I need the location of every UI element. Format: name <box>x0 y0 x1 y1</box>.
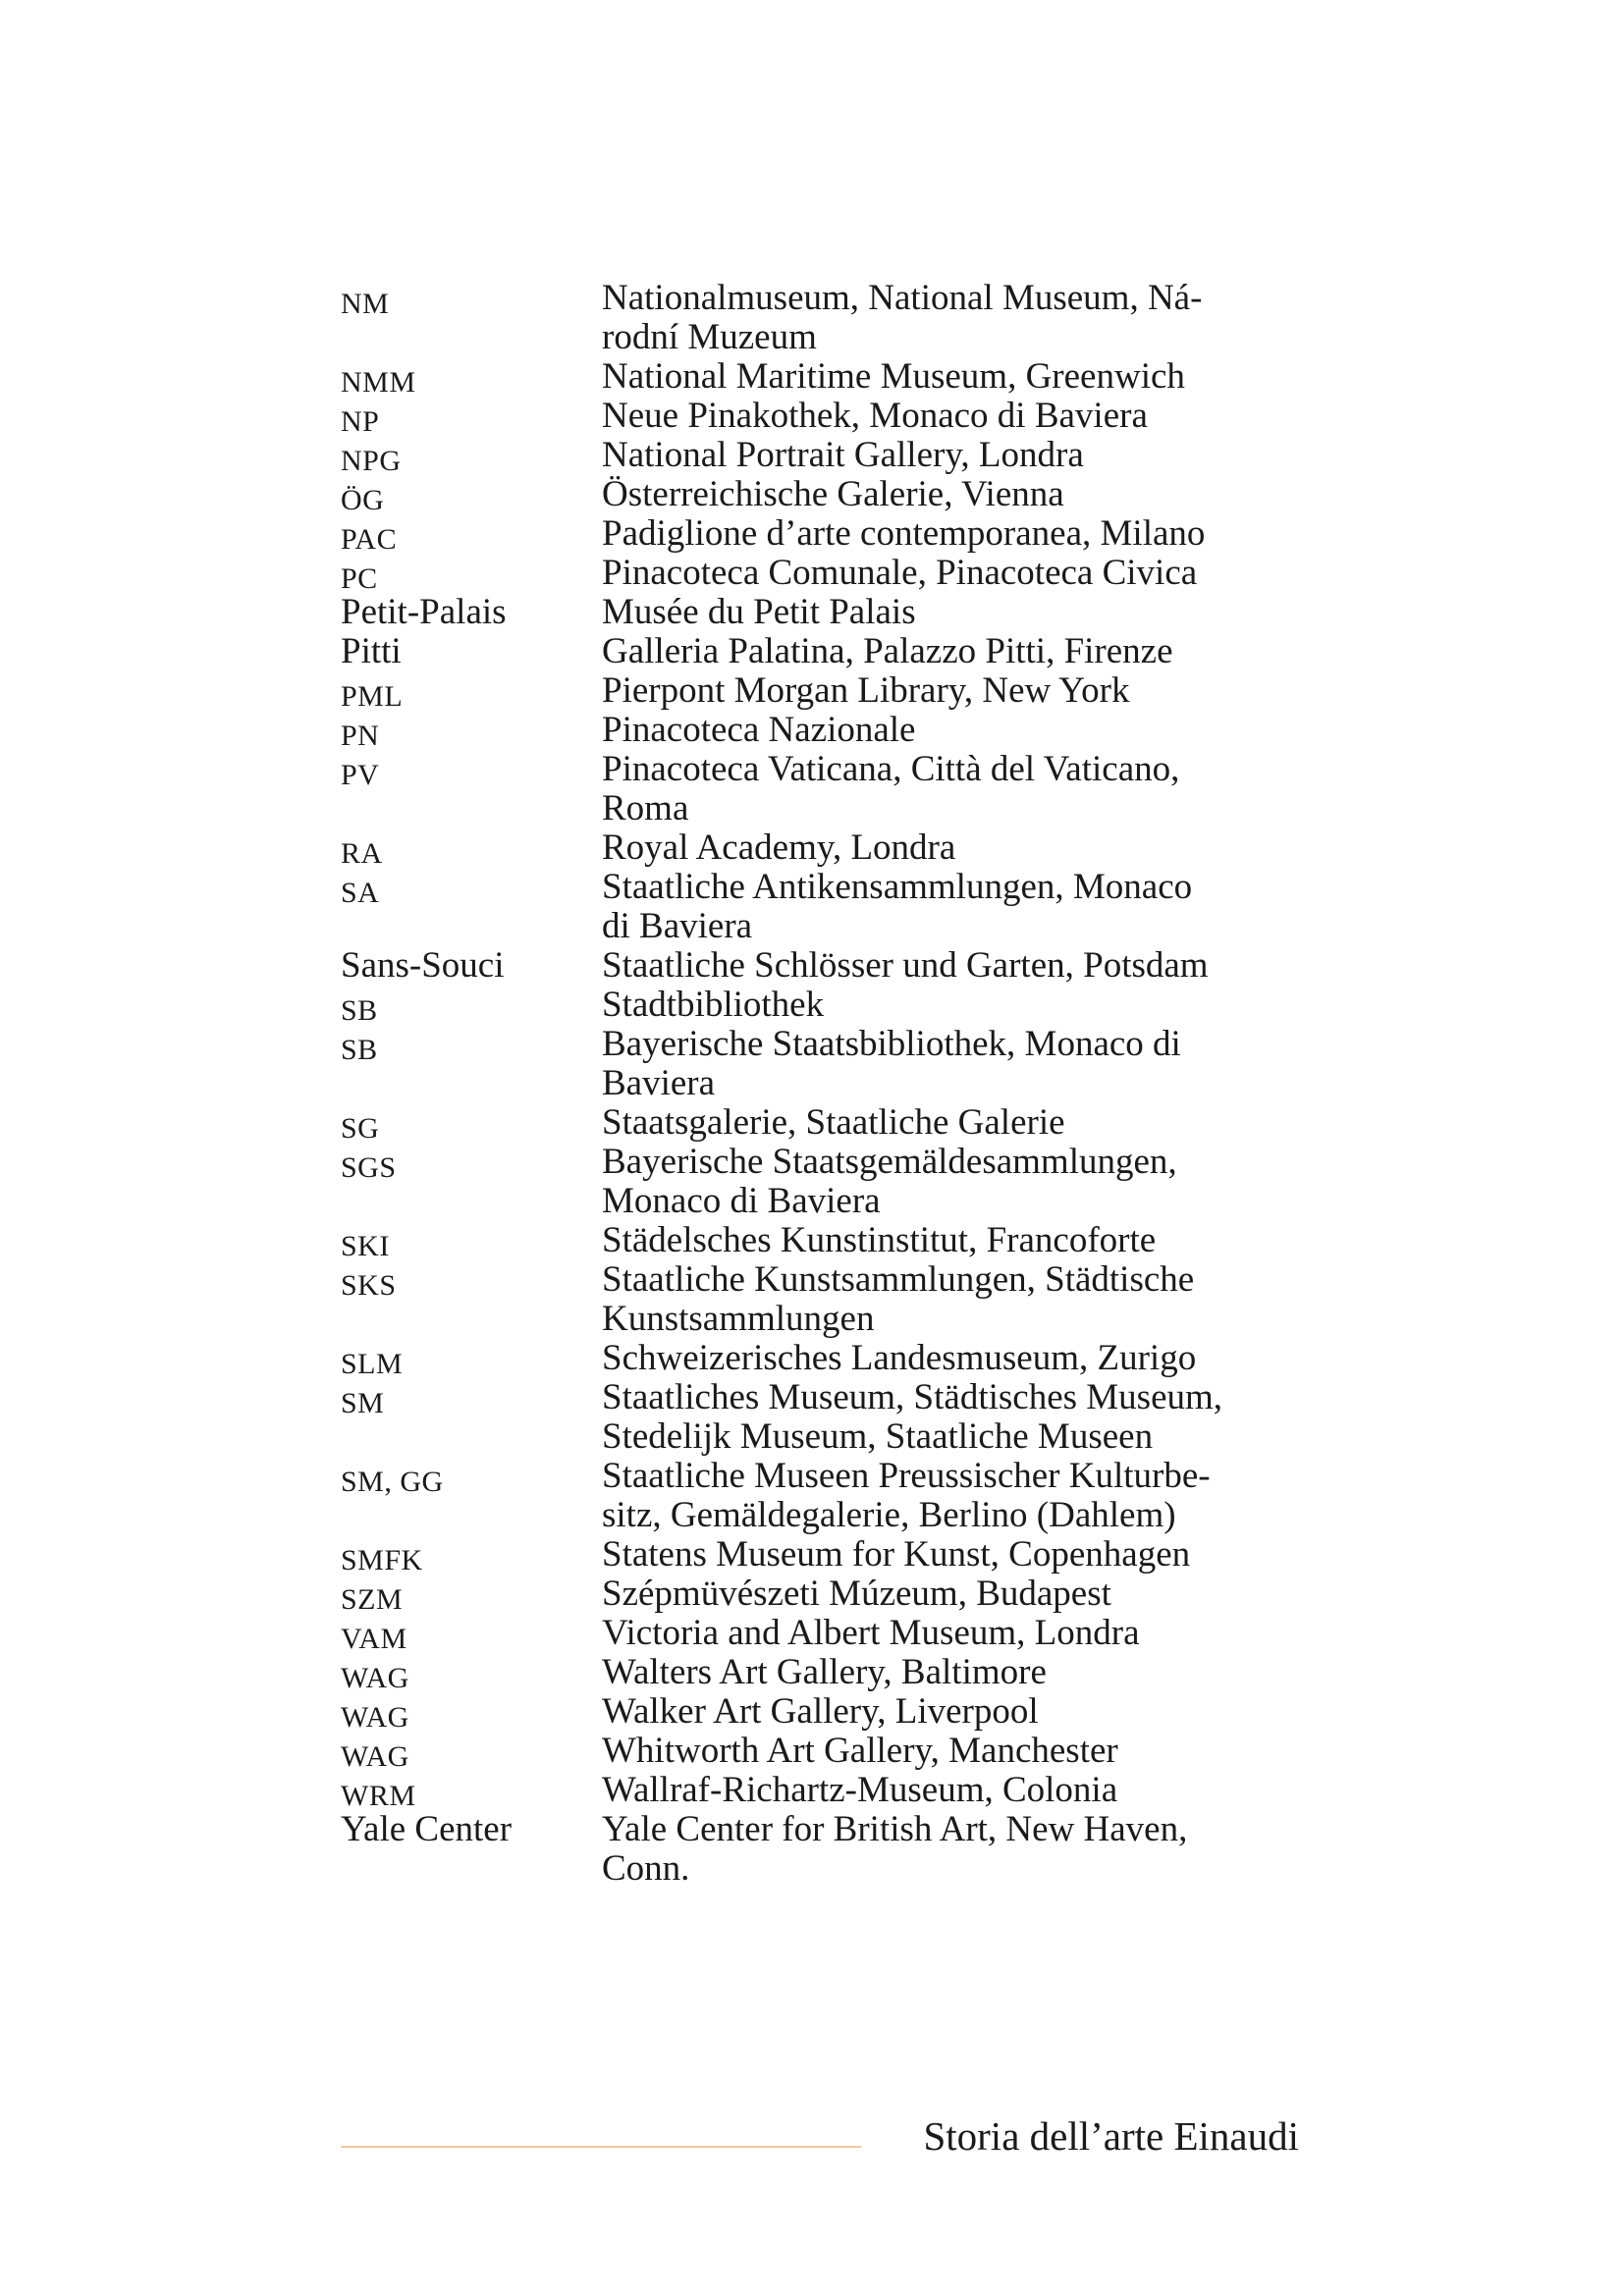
entry-description: National Portrait Gallery, Londra <box>602 435 1084 475</box>
abbreviation-entry <box>341 1614 1299 1653</box>
entry-abbreviation: NP <box>341 405 380 438</box>
entry-abbreviation: WRM <box>341 1780 416 1812</box>
entry-abbreviation: PV <box>341 759 380 791</box>
page-footer <box>341 2110 1299 2169</box>
abbreviation-entry <box>341 1378 1299 1457</box>
entry-abbreviation: SMFK <box>341 1544 423 1576</box>
abbreviation-entry <box>341 1535 1299 1575</box>
entry-description: Padiglione d’arte contemporanea, Milano <box>602 513 1206 554</box>
entry-abbreviation: SKS <box>341 1269 397 1302</box>
abbreviation-entry <box>341 868 1299 946</box>
abbreviation-entry <box>341 1653 1299 1692</box>
entry-description: Szépmüvészeti Múzeum, Budapest <box>602 1574 1111 1614</box>
entry-abbreviation: SM, GG <box>341 1466 444 1498</box>
entry-description: Neue Pinakothek, Monaco di Baviera <box>602 396 1148 436</box>
entry-abbreviation: SZM <box>341 1583 404 1616</box>
abbreviation-entry <box>341 514 1299 554</box>
entry-abbreviation: NM <box>341 288 390 320</box>
abbreviation-entry <box>341 397 1299 436</box>
entry-abbreviation: RA <box>341 837 383 870</box>
entry-description: Staatliche Schlösser und Garten, Potsdam <box>602 945 1209 986</box>
abbreviation-entry <box>341 1771 1299 1810</box>
entry-abbreviation: NMM <box>341 366 416 399</box>
entry-description: Bayerische Staatsgemäldesammlungen, Monaco di Baviera <box>602 1142 1177 1221</box>
abbreviation-entry <box>341 632 1299 671</box>
entry-abbreviation: Sans-Souci <box>341 945 505 986</box>
entry-abbreviation: SB <box>341 994 378 1027</box>
entry-description: Statens Museum for Kunst, Copenhagen <box>602 1534 1191 1575</box>
entry-description: Staatliche Antikensammlungen, Monaco di Baviera <box>602 867 1193 946</box>
abbreviation-entry <box>341 1260 1299 1339</box>
entry-description: Nationalmuseum, National Museum, Ná- rodní Muzeum <box>602 278 1203 357</box>
abbreviation-entry <box>341 357 1299 397</box>
abbreviation-entry <box>341 671 1299 711</box>
abbreviation-entry <box>341 1810 1299 1889</box>
entry-abbreviation: SGS <box>341 1151 397 1184</box>
entry-abbreviation: WAG <box>341 1662 409 1694</box>
entry-description: Musée du Petit Palais <box>602 592 916 632</box>
entry-abbreviation: Yale Center <box>341 1809 513 1849</box>
abbreviation-entry <box>341 986 1299 1025</box>
entry-abbreviation: ÖG <box>341 484 385 516</box>
abbreviation-entry <box>341 1575 1299 1614</box>
abbreviation-entry <box>341 1692 1299 1732</box>
entry-description: Schweizerisches Landesmuseum, Zurigo <box>602 1338 1197 1378</box>
entry-abbreviation: SA <box>341 877 380 909</box>
entry-abbreviation: VAM <box>341 1623 407 1655</box>
footer-rule <box>341 2146 861 2148</box>
entry-description: Bayerische Staatsbibliothek, Monaco di Baviera <box>602 1024 1181 1103</box>
entry-description: Whitworth Art Gallery, Manchester <box>602 1731 1118 1771</box>
entry-description: Walters Art Gallery, Baltimore <box>602 1652 1047 1692</box>
entry-description: National Maritime Museum, Greenwich <box>602 356 1185 397</box>
entry-description: Pinacoteca Vaticana, Città del Vaticano, Roma <box>602 749 1180 828</box>
abbreviation-entry <box>341 1339 1299 1378</box>
entry-description: Staatsgalerie, Staatliche Galerie <box>602 1102 1065 1143</box>
entry-abbreviation: Pitti <box>341 631 402 671</box>
abbreviation-list <box>341 279 1299 1889</box>
entry-abbreviation: WAG <box>341 1701 409 1734</box>
abbreviation-entry <box>341 1143 1299 1221</box>
abbreviation-entry <box>341 593 1299 632</box>
abbreviation-entry <box>341 475 1299 514</box>
abbreviation-entry <box>341 279 1299 357</box>
abbreviation-entry <box>341 1732 1299 1771</box>
entry-abbreviation: WAG <box>341 1740 409 1773</box>
abbreviation-entry <box>341 436 1299 475</box>
abbreviation-entry <box>341 828 1299 868</box>
entry-abbreviation: PN <box>341 720 380 752</box>
entry-abbreviation: SG <box>341 1112 380 1145</box>
entry-description: Staatliche Museen Preussischer Kulturbe- sitz, Gemäldegalerie, Berlino (Dahlem) <box>602 1456 1211 1535</box>
abbreviation-entry <box>341 1103 1299 1143</box>
entry-description: Pierpont Morgan Library, New York <box>602 670 1130 711</box>
entry-description: Pinacoteca Nazionale <box>602 710 916 750</box>
entry-abbreviation: PML <box>341 680 404 713</box>
entry-abbreviation: SKI <box>341 1230 390 1262</box>
footer-title: Storia dell’arte Einaudi <box>923 2113 1299 2159</box>
entry-abbreviation: SB <box>341 1034 378 1066</box>
abbreviation-entry <box>341 1457 1299 1535</box>
abbreviation-entry <box>341 554 1299 593</box>
entry-description: Yale Center for British Art, New Haven, Conn. <box>602 1809 1188 1889</box>
abbreviation-entry <box>341 750 1299 828</box>
entry-description: Stadtbibliothek <box>602 985 825 1025</box>
entry-description: Galleria Palatina, Palazzo Pitti, Firenze <box>602 631 1173 671</box>
entry-description: Städelsches Kunstinstitut, Francoforte <box>602 1220 1157 1260</box>
abbreviation-entry <box>341 946 1299 986</box>
entry-description: Österreichische Galerie, Vienna <box>602 474 1064 514</box>
entry-description: Victoria and Albert Museum, Londra <box>602 1613 1140 1653</box>
entry-abbreviation: NPG <box>341 445 402 477</box>
abbreviation-entry <box>341 1221 1299 1260</box>
entry-description: Pinacoteca Comunale, Pinacoteca Civica <box>602 553 1198 593</box>
entry-abbreviation: Petit-Palais <box>341 592 507 632</box>
entry-description: Wallraf-Richartz-Museum, Colonia <box>602 1770 1118 1810</box>
abbreviation-entry <box>341 711 1299 750</box>
entry-description: Royal Academy, Londra <box>602 828 956 868</box>
entry-description: Walker Art Gallery, Liverpool <box>602 1691 1039 1732</box>
entry-abbreviation: SLM <box>341 1348 404 1380</box>
entry-description: Staatliches Museum, Städtisches Museum, Stedelijk Museum, Staatliche Museen <box>602 1377 1223 1457</box>
entry-description: Staatliche Kunstsammlungen, Städtische Kunstsammlungen <box>602 1259 1195 1339</box>
abbreviation-entry <box>341 1025 1299 1103</box>
entry-abbreviation: PAC <box>341 523 398 556</box>
entry-abbreviation: PC <box>341 562 378 595</box>
entry-abbreviation: SM <box>341 1387 385 1419</box>
